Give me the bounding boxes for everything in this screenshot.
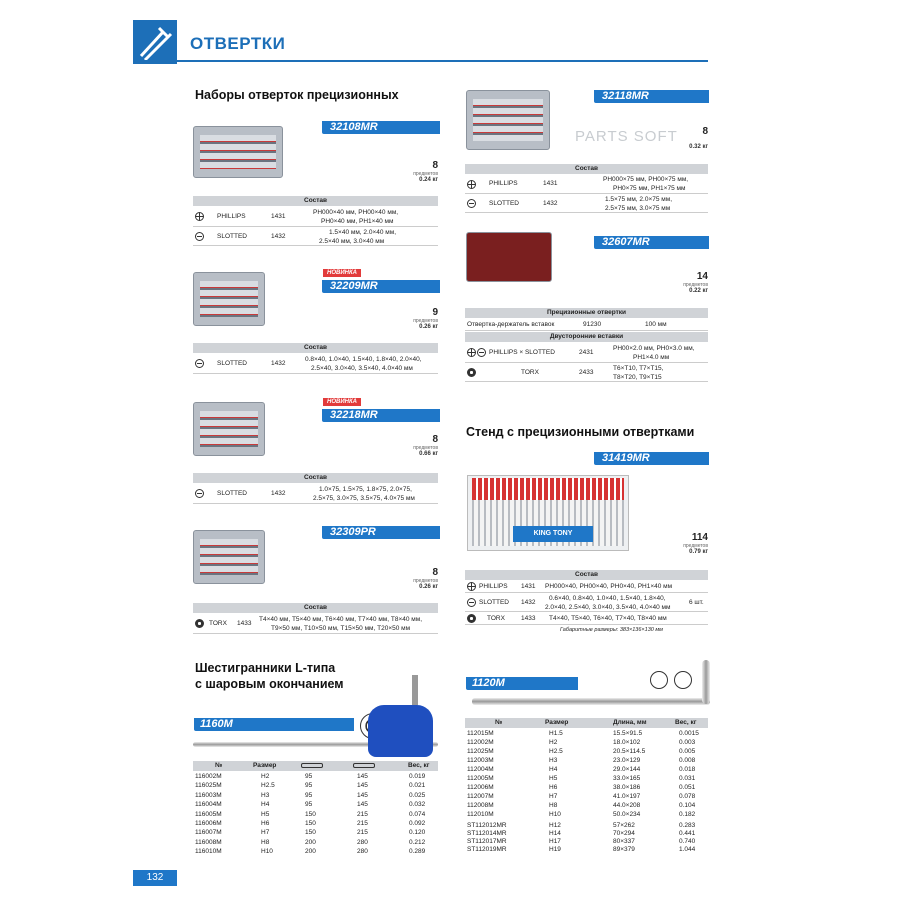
table-row: 112004M H4 29.0×144 0.018 xyxy=(467,766,696,773)
phillips-icon xyxy=(467,348,476,357)
weight: 0.26 кг xyxy=(419,324,438,330)
table-row: 116010M H10 200 280 0.289 xyxy=(195,848,426,856)
section-sets-title: Наборы отверток прецизионных xyxy=(195,88,399,102)
qty: 8 xyxy=(432,434,438,445)
weight: 0.79 кг xyxy=(689,549,708,555)
table-row: PHILLIPS 1431 PH000×40 мм, PH00×40 мм, PH0×40 мм, PH1×40 мм xyxy=(193,207,438,227)
slotted-icon xyxy=(195,489,204,498)
weight: 0.26 кг xyxy=(419,584,438,590)
table-title: Состав xyxy=(193,343,438,353)
product-image-1120M xyxy=(472,698,710,705)
table-title: Состав xyxy=(465,164,708,174)
table-row: PHILLIPS 1431 PH000×40, PH00×40, PH0×40, PH1×40 мм xyxy=(465,581,708,593)
qty-label: предметов xyxy=(683,282,708,288)
table-row: 112003M H3 23.0×129 0.008 xyxy=(467,757,696,764)
product-image-32218MR xyxy=(193,402,265,456)
table-row: 116006M H6 150 215 0.092 xyxy=(195,820,426,827)
section-hex-title-1: Шестигранники L-типа xyxy=(195,661,336,675)
table-title: Состав xyxy=(465,570,708,580)
weight: 0.24 кг xyxy=(419,177,438,183)
qty: 114 xyxy=(691,532,708,543)
table-title: Состав xyxy=(193,473,438,483)
table-row: 116002M H2 95 145 0.019 xyxy=(195,773,426,780)
t-handle-shaft xyxy=(412,675,418,705)
table-row: 112007M H7 41.0×197 0.078 xyxy=(467,793,696,800)
table-row: 112002M H2 18.0×102 0.003 xyxy=(467,739,696,746)
table-title: Прецизионные отвертки xyxy=(465,308,708,318)
table-title: Двусторонние вставки xyxy=(465,332,708,342)
table-row: PHILLIPS 1431 PH000×75 мм, PH00×75 мм, PH0×75 мм, PH1×75 мм xyxy=(465,175,708,194)
product-code-31419MR: 31419MR xyxy=(594,452,709,465)
table-header-row: № Размер Вес, кг xyxy=(193,761,438,771)
table-title: Состав xyxy=(193,603,438,613)
product-image-32118MR xyxy=(466,90,550,150)
qty: 14 xyxy=(696,271,708,282)
qty: 8 xyxy=(432,160,438,171)
table-row: SLOTTED 1432 1.0×75, 1.5×75, 1.8×75, 2.0×75, 2.5×75, 3.0×75, 3.5×75, 4.0×75 мм xyxy=(193,484,438,504)
table-row: 112015M H1.5 15.5×91.5 0.0015 xyxy=(467,730,699,737)
product-code-32607MR: 32607MR xyxy=(594,236,709,249)
torx-icon xyxy=(467,614,476,623)
product-code-1160M: 1160M xyxy=(194,718,354,731)
qty-label: предметов xyxy=(683,543,708,549)
header-divider xyxy=(133,60,708,62)
qty-label: предметов xyxy=(413,171,438,177)
product-code-32209MR: 32209MR xyxy=(322,280,440,293)
table-row: ST112019MR H19 89×379 1.044 xyxy=(467,846,696,853)
table-row: 116008M H8 200 280 0.212 xyxy=(195,838,426,846)
hex-icon xyxy=(674,671,692,689)
product-image-32209MR xyxy=(193,272,265,326)
weight: 0.22 кг xyxy=(689,288,708,294)
page-number: 132 xyxy=(133,870,177,886)
table-row: SLOTTED 1432 1.5×75 мм, 2.0×75 мм, 2.5×75 мм, 3.0×75 мм xyxy=(465,195,708,213)
product-code-32118MR: 32118MR xyxy=(594,90,709,103)
product-image-31419MR xyxy=(467,475,629,551)
table-row: Отвертка-держатель вставок 91230 100 мм xyxy=(465,319,708,331)
qty: 8 xyxy=(702,126,708,137)
t-handle-image xyxy=(368,705,433,757)
torx-icon xyxy=(467,368,476,377)
table-row: 112010M H10 50.0×234 0.182 xyxy=(467,811,696,818)
table-row: 112025M H2.5 20.5×114.5 0.005 xyxy=(467,748,696,755)
table-header-row: № Размер Длина, мм Вес, кг xyxy=(465,718,708,728)
watermark: PARTS SOFT xyxy=(575,128,678,145)
page-title: ОТВЕРТКИ xyxy=(190,34,286,53)
l-key-short-arm xyxy=(702,660,710,704)
table-row: 116007M H7 150 215 0.120 xyxy=(195,829,426,837)
qty: 9 xyxy=(432,307,438,318)
section-stand-title: Стенд с прецизионными отвертками xyxy=(466,425,695,439)
table-row: TORX 2433 T6×T10, T7×T15, T8×T20, T9×T15 xyxy=(465,364,708,382)
section-hex-title-2: с шаровым окончанием xyxy=(195,677,344,691)
qty: 8 xyxy=(432,567,438,578)
table-title: Состав xyxy=(193,196,438,206)
slotted-icon xyxy=(467,598,476,607)
table-row: 116004M H4 95 145 0.032 xyxy=(195,801,426,809)
length-icon xyxy=(301,763,323,768)
product-code-32218MR: 32218MR xyxy=(322,409,440,422)
table-1120M xyxy=(465,718,708,858)
qty-label: предметов xyxy=(413,318,438,324)
table-row: 116025M H2.5 95 145 0.021 xyxy=(195,782,426,790)
new-badge: НОВИНКА xyxy=(323,269,361,277)
slotted-icon xyxy=(195,232,204,241)
slotted-icon xyxy=(477,348,486,357)
product-code-32108MR: 32108MR xyxy=(322,121,440,134)
brand-logo: KING TONY xyxy=(513,526,593,542)
table-1160M xyxy=(193,761,438,859)
table-row: TORX 1433 T4×40, T5×40, T6×40, T7×40, T8×40 мм xyxy=(465,613,708,625)
table-row: 116003M H3 95 145 0.025 xyxy=(195,791,426,799)
product-image-32309PR xyxy=(193,530,265,584)
table-row: SLOTTED 1432 0.6×40, 0.8×40, 1.0×40, 1.5×40, 1.8×40, 2.0×40, 2.5×40, 3.0×40, 3.5×40, 4.0×40 мм 6 шт. xyxy=(465,594,708,612)
table-row: SLOTTED 1432 1.5×40 мм, 2.0×40 мм, 2.5×40 мм, 3.0×40 мм xyxy=(193,228,438,246)
table-row: TORX 1433 T4×40 мм, T5×40 мм, T6×40 мм, T7×40 мм, T8×40 мм, T9×50 мм, T10×50 мм, T15×50 мм, T20×50 мм xyxy=(193,614,438,634)
qty-label: предметов xyxy=(413,445,438,451)
torx-icon xyxy=(195,619,204,628)
phillips-icon xyxy=(467,180,476,189)
table-row: PHILLIPS × SLOTTED 2431 PH00×2.0 мм, PH0×3.0 мм, PH1×4.0 мм xyxy=(465,343,708,363)
table-row: 112005M H5 33.0×165 0.031 xyxy=(467,775,696,782)
table-row: ST112017MR H17 80×337 0.740 xyxy=(467,838,696,845)
slotted-icon xyxy=(195,359,204,368)
table-row: 116005M H5 150 215 0.074 xyxy=(195,810,426,818)
product-image-32108MR xyxy=(193,126,283,178)
dimensions-note: Габаритные размеры: 383×136×130 мм xyxy=(560,627,663,633)
product-code-1120M: 1120M xyxy=(466,677,578,690)
slotted-icon xyxy=(467,199,476,208)
phillips-icon xyxy=(467,582,476,591)
product-image-32607MR xyxy=(466,232,552,282)
weight: 0.66 кг xyxy=(419,451,438,457)
product-code-32309PR: 32309PR xyxy=(322,526,440,539)
total-length-icon xyxy=(353,763,375,768)
hex-ball-icon xyxy=(650,671,668,689)
screwdriver-icon xyxy=(133,20,177,64)
table-row: ST112014MR H14 70×294 0.441 xyxy=(467,830,696,837)
table-row: 112008M H8 44.0×208 0.104 xyxy=(467,802,696,809)
phillips-icon xyxy=(195,212,204,221)
weight: 0.32 кг xyxy=(689,144,708,150)
table-row: SLOTTED 1432 0.8×40, 1.0×40, 1.5×40, 1.8×40, 2.0×40, 2.5×40, 3.0×40, 3.5×40, 4.0×40 мм xyxy=(193,354,438,374)
table-row: 112006M H6 38.0×186 0.051 xyxy=(467,784,696,791)
table-row: ST112012MR H12 57×262 0.283 xyxy=(467,822,696,829)
new-badge: НОВИНКА xyxy=(323,398,361,406)
qty-label: предметов xyxy=(413,578,438,584)
